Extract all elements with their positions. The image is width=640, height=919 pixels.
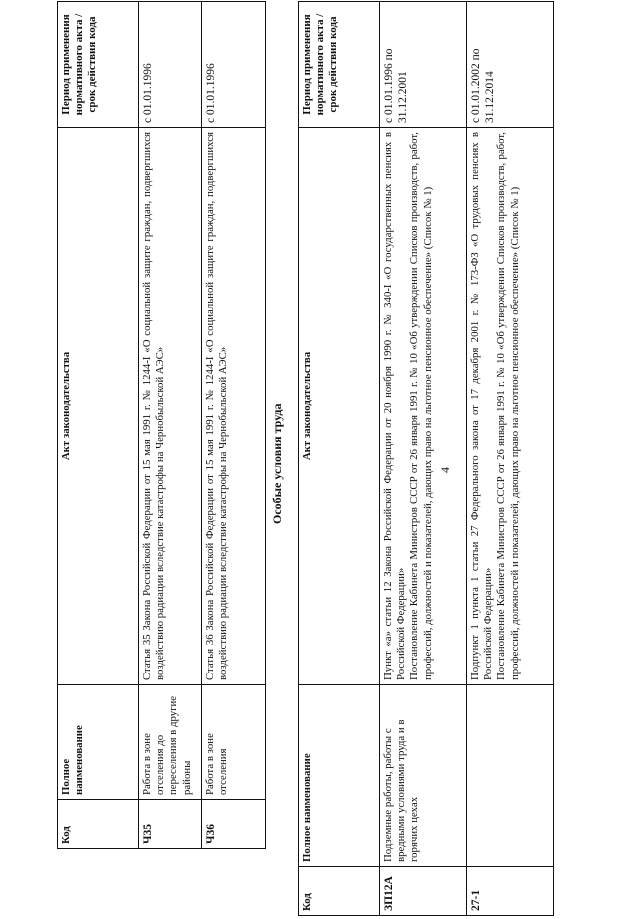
header-act: Акт законодательства <box>299 128 380 685</box>
row-code: 27-1 <box>467 867 554 916</box>
header-code: Код <box>58 800 139 849</box>
row-period: с 01.01.2002 по 31.12.2014 <box>467 2 554 128</box>
row-code: ЗП12А <box>380 867 467 916</box>
table-row <box>202 2 266 849</box>
header-period: Период применения нормативного акта / срок действия кода <box>58 2 139 128</box>
row-act <box>380 128 467 685</box>
header-act: Акт законодательства <box>58 128 139 685</box>
row-name: Работа в зоне отселения <box>202 685 266 800</box>
row-name <box>467 685 554 867</box>
header-name: Полное наименование <box>58 685 139 800</box>
row-name: Работа в зоне отселения до переселения в другие районы <box>139 685 202 800</box>
act-paragraph: Пункт «а» статьи 12 Закона Российской Федерации от 20 ноября 1990 г. № 340-I «О государственных пенсиях в Российской Федерации» <box>382 132 408 680</box>
table-row <box>139 2 202 849</box>
table-row <box>467 2 554 916</box>
header-period: Период применения нормативного акта / срок действия кода <box>299 2 380 128</box>
section-title: Особые условия труда <box>270 403 284 524</box>
row-act: Статья 36 Закона Российской Федерации от 15 мая 1991 г. № 1244-I «О социальной защите граждан, подвергшихся воздействию радиации вследствие катастрофы на Чернобыльской АЭС» <box>202 128 266 685</box>
codes-table-2 <box>298 1 554 916</box>
table-header-row <box>58 2 139 849</box>
row-period: с 01.01.1996 по 31.12.2001 <box>380 2 467 128</box>
codes-table-1 <box>57 1 266 849</box>
act-paragraph: Постановление Кабинета Министров СССР от 26 января 1991 г. № 10 «Об утверждении Списков производств, работ, профессий, должностей и показателей, дающих право на льготное пенсионное обеспечение» (Список № 1) <box>408 132 434 680</box>
row-act <box>467 128 554 685</box>
row-name: Подземные работы, работы с вредными условиями труда и в горячих цехах <box>380 685 467 867</box>
table-row <box>380 2 467 916</box>
page-number: 4 <box>438 467 452 473</box>
row-code: Ч35 <box>139 800 202 849</box>
row-code: Ч36 <box>202 800 266 849</box>
act-paragraph: Постановление Кабинета Министров СССР от 26 января 1991 г. № 10 «Об утверждении Списков производств, работ, профессий, должностей и показателей, дающих право на льготное пенсионное обеспечение» (Список № 1) <box>495 132 521 680</box>
table-header-row <box>299 2 380 916</box>
row-period: с 01.01.1996 <box>202 2 266 128</box>
row-act: Статья 35 Закона Российской Федерации от 15 мая 1991 г. № 1244-I «О социальной защите граждан, подвергшихся воздействию радиации вследствие катастрофы на Чернобыльской АЭС» <box>139 128 202 685</box>
header-name: Полное наименование <box>299 685 380 867</box>
row-period: с 01.01.1996 <box>139 2 202 128</box>
act-paragraph: Подпункт 1 пункта 1 статьи 27 Федерального закона от 17 декабря 2001 г. № 173-ФЗ «О трудовых пенсиях в Российской Федерации» <box>469 132 495 680</box>
header-code: Код <box>299 867 380 916</box>
